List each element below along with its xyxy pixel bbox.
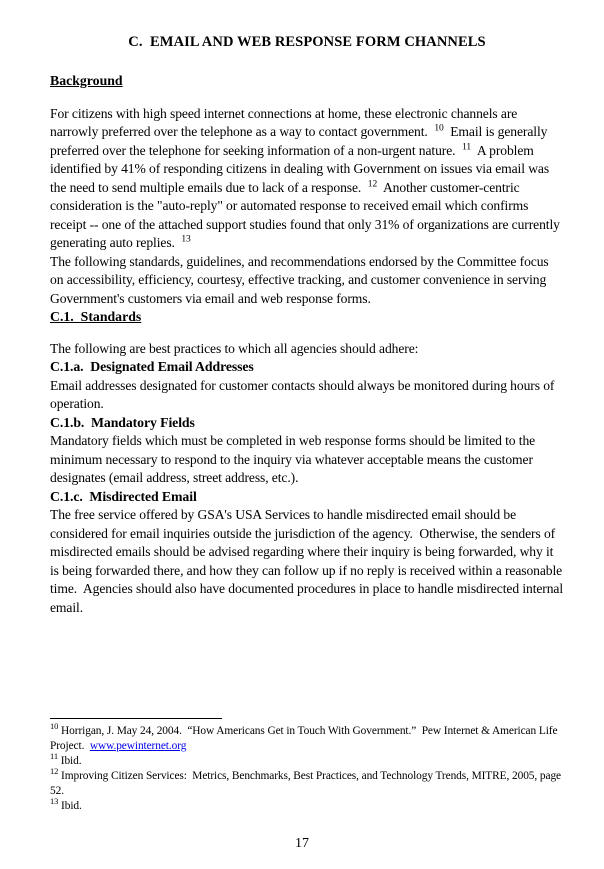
standard-c1b-heading: C.1.b. Mandatory Fields [50, 414, 195, 430]
footnote-ref-10: 10 [434, 123, 444, 134]
standard-c1a-heading: C.1.a. Designated Email Addresses [50, 359, 254, 374]
footnote-10-text: Horrigan, J. May 24, 2004. “How Americans Get in Touch With Government.” Pew Internet & American Life Project. [50, 725, 561, 752]
footnote-ref-13: 13 [181, 234, 191, 245]
text-run: A problem identified by 41% of responding citizens in dealing with Government on issues via email was the need to send multiple emails due to lack of a response. [50, 142, 553, 195]
footnote-12-number: 12 [50, 766, 59, 777]
standard-c1c-heading: C.1.c. Misdirected Email [50, 488, 197, 504]
background-paragraph-1 [50, 105, 564, 253]
footnote-10-number: 10 [50, 721, 59, 732]
background-paragraph-2: The following standards, guidelines, and recommendations endorsed by the Committee focus on accessibility, efficiency, courtesy, effective tracking, and customer convenience in serving Government's customers via email and web response forms. [50, 253, 552, 306]
footnote-13 [50, 796, 564, 814]
standard-c1a-body: Email addresses designated for customer contacts should always be monitored during hours of operation. [50, 377, 558, 411]
page-content [50, 33, 567, 617]
page-title: C. EMAIL AND WEB RESPONSE FORM CHANNELS [128, 34, 486, 50]
footnote-ref-12: 12 [367, 178, 378, 189]
footnote-11 [50, 751, 564, 769]
footnote-11-number: 11 [50, 751, 58, 762]
text-run: For citizens with high speed internet connections at home, these electronic channels are narrowly preferred over the telephone as a way to contact government. [50, 105, 521, 139]
page-number: 17 [295, 836, 309, 851]
standards-heading: C.1. Standards [50, 309, 142, 324]
footnote-13-number: 13 [50, 796, 59, 807]
footnote-link[interactable]: www.pewinternet.org [89, 740, 187, 752]
text-run: Another customer-centric consideration is the "auto-reply" or automated response to received email which confirms receipt -- one of the attached support studies found that only 31% of organizations are currently generating auto replies. [50, 179, 564, 250]
standard-c1c-body: The free service offered by GSA's USA Services to handle misdirected email should be considered for email inquiries outside the jurisdiction of the agency. Otherwise, the senders of misdirected emails should be advised regarding where their inquiry is being forwarded, why it is being forwarded there, and how they can follow up if no reply is received within a reasonable time. Agencies should also have documented procedures in place to handle misdirected internal email. [50, 507, 567, 615]
footnote-12-text: Improving Citizen Services: Metrics, Benchmarks, Best Practices, and Technology Trends, MITRE, 2005, page 52. [50, 770, 564, 797]
footnotes-section [50, 718, 564, 814]
standards-intro: The following are best practices to which all agencies should adhere: [50, 340, 419, 356]
footnote-12 [50, 766, 564, 799]
footnote-separator [50, 718, 222, 719]
footnote-11-text: Ibid. [58, 755, 82, 767]
footnote-13-text: Ibid. [58, 800, 82, 812]
background-heading: Background [50, 73, 123, 88]
text-run: Email is generally preferred over the telephone for seeking information of a non-urgent nature. [50, 124, 551, 158]
footnote-ref-11: 11 [462, 141, 472, 152]
standard-c1b-body: Mandatory fields which must be completed in web response forms should be limited to the minimum necessary to respond to the inquiry via whatever acceptable means the customer designates (email address, street address, etc.). [50, 433, 539, 485]
footnote-10 [50, 721, 564, 754]
